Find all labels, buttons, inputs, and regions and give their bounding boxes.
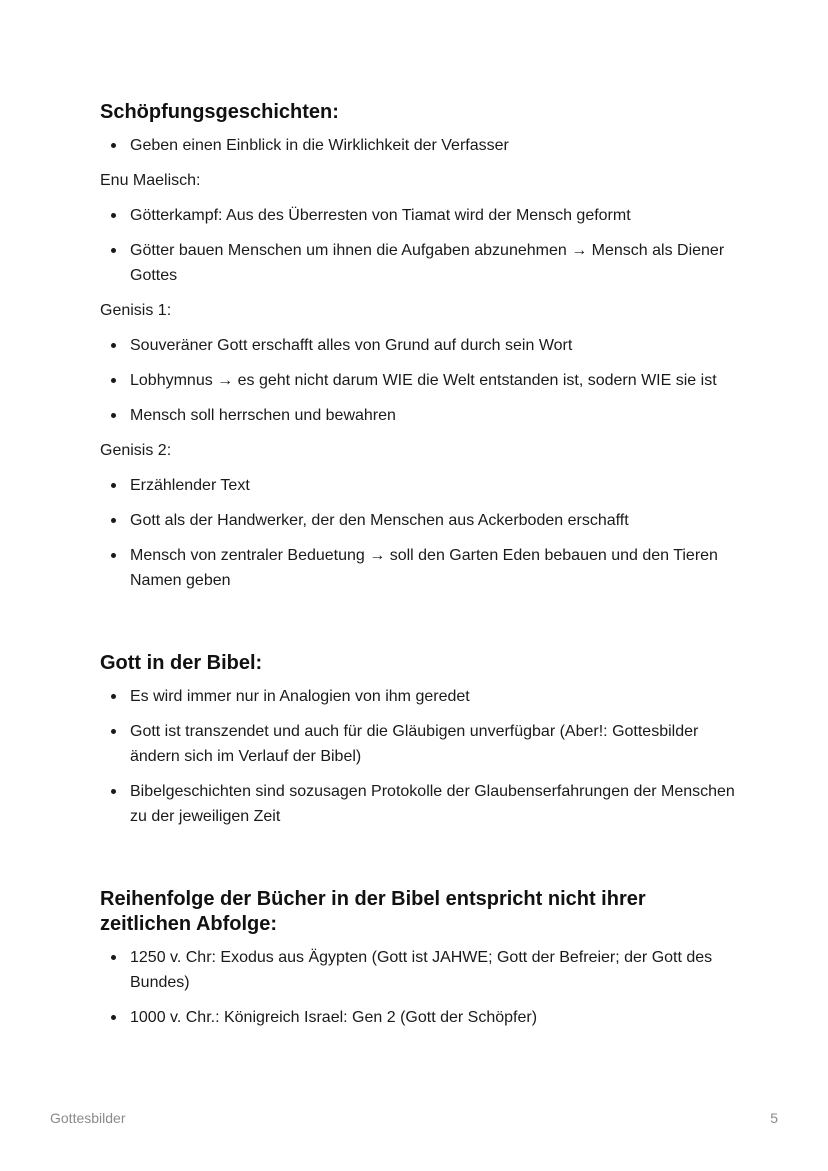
- section-heading-gott-in-der-bibel: Gott in der Bibel:: [100, 652, 263, 674]
- section-heading-schoepfungsgeschichten: Schöpfungsgeschichten:: [100, 101, 339, 123]
- list-item: Bibelgeschichten sind sozusagen Protokolle der Glaubenserfahrungen der Menschen zu der jeweiligen Zeit: [130, 779, 740, 829]
- list-item: Gott ist transzendet und auch für die Gläubigen unverfügbar (Aber!: Gottesbilder ändern sich im Verlauf der Bibel): [130, 719, 740, 769]
- page-content: [100, 100, 740, 1040]
- subheading-genisis-2: Genisis 2:: [100, 442, 172, 459]
- subheading-genisis-1: Genisis 1:: [100, 302, 172, 319]
- section-heading-reihenfolge: Reihenfolge der Bücher in der Bibel entspricht nicht ihrer zeitlichen Abfolge:: [100, 888, 646, 935]
- list-item: Lobhymnus → es geht nicht darum WIE die Welt entstanden ist, sodern WIE sie ist: [130, 368, 740, 393]
- bullet-list: [100, 203, 740, 288]
- footer-document-title: Gottesbilder: [50, 1110, 126, 1126]
- bullet-list: [100, 945, 740, 1030]
- footer-page-number: 5: [770, 1110, 778, 1126]
- list-item: Geben einen Einblick in die Wirklichkeit der Verfasser: [130, 133, 740, 158]
- list-item: Mensch soll herrschen und bewahren: [130, 403, 740, 428]
- list-item: 1000 v. Chr.: Königreich Israel: Gen 2 (Gott der Schöpfer): [130, 1005, 740, 1030]
- list-item: Es wird immer nur in Analogien von ihm geredet: [130, 684, 740, 709]
- list-item: Gott als der Handwerker, der den Menschen aus Ackerboden erschafft: [130, 508, 740, 533]
- list-item: 1250 v. Chr: Exodus aus Ägypten (Gott ist JAHWE; Gott der Befreier; der Gott des Bundes): [130, 945, 740, 995]
- bullet-list: [100, 133, 740, 158]
- list-item: Götter bauen Menschen um ihnen die Aufgaben abzunehmen → Mensch als Diener Gottes: [130, 238, 740, 288]
- bullet-list: [100, 684, 740, 829]
- list-item: Souveräner Gott erschafft alles von Grund auf durch sein Wort: [130, 333, 740, 358]
- bullet-list: [100, 473, 740, 593]
- list-item: Erzählender Text: [130, 473, 740, 498]
- subheading-enu-maelisch: Enu Maelisch:: [100, 172, 201, 189]
- list-item: Götterkampf: Aus des Überresten von Tiamat wird der Mensch geformt: [130, 203, 740, 228]
- list-item: Mensch von zentraler Beduetung → soll den Garten Eden bebauen und den Tieren Namen geben: [130, 543, 740, 593]
- bullet-list: [100, 333, 740, 428]
